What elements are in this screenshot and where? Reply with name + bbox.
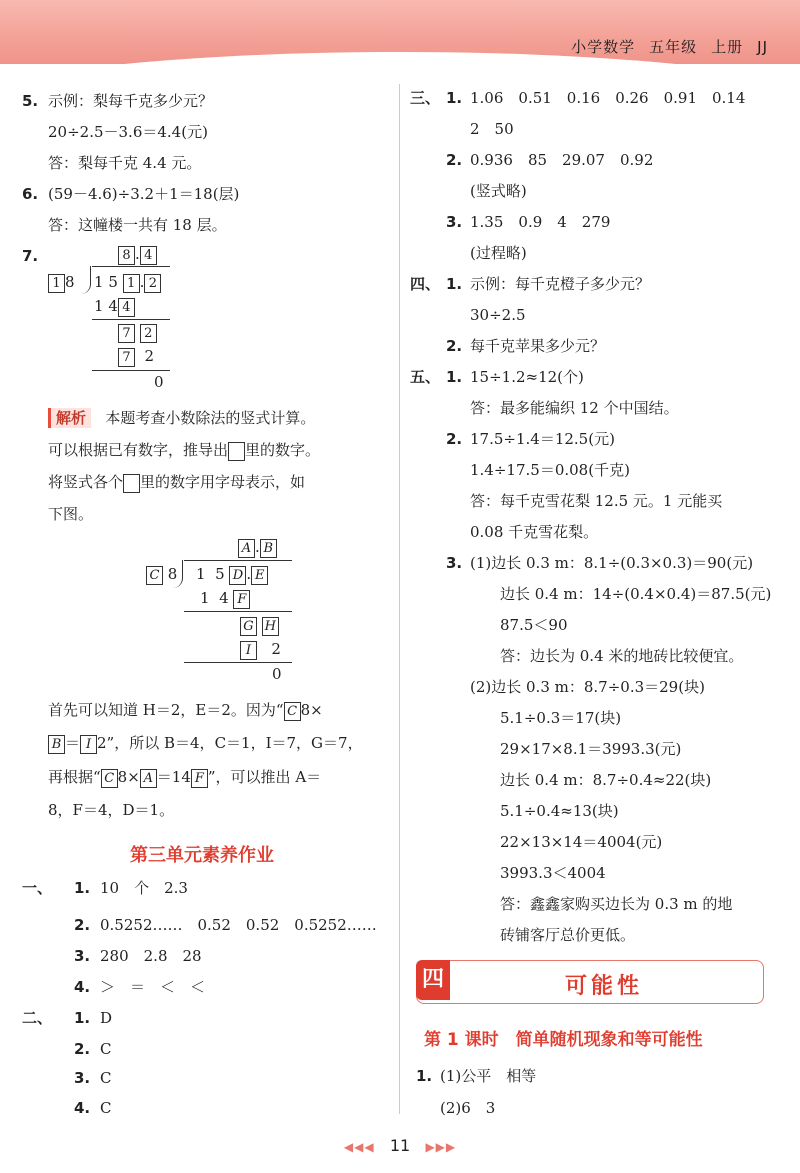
s1-item1-num: 1.: [74, 879, 91, 897]
conclusion-line1: [48, 700, 323, 721]
s1-item3: 280 2.8 28: [100, 947, 202, 965]
conclusion-line3: [48, 767, 321, 788]
s5-a2-num: 2.: [446, 430, 463, 448]
s1-item4-num: 4.: [74, 978, 91, 996]
s4-a1-num: 1.: [446, 275, 463, 293]
conclusion-text: ＝14: [156, 768, 191, 786]
s2-item1: D: [100, 1009, 113, 1027]
analysis-text: 可以根据已有数字，推导出: [48, 441, 229, 459]
s2-item3: C: [100, 1069, 112, 1087]
q5-line2: 20÷2.5－3.6＝4.4(元): [48, 123, 208, 141]
s2-item3-num: 3.: [74, 1069, 91, 1087]
digit-box: 1: [123, 274, 140, 293]
q6-num: 6.: [22, 185, 39, 203]
digit: 2: [271, 640, 281, 658]
empty-box: [123, 474, 140, 493]
digit: 4: [219, 589, 229, 607]
subtraction-line: [184, 662, 292, 663]
s5-a3-line1: (1)边长 0.3 m：8.1÷(0.3×0.3)＝90(元): [470, 554, 754, 572]
diagram-remainder: 0: [272, 665, 282, 683]
digit-box: 2: [144, 274, 161, 293]
column-divider: [399, 84, 400, 1114]
s5-a3-line2: 边长 0.4 m：14÷(0.4×0.4)＝87.5(元): [500, 585, 772, 603]
analysis-line1: [48, 408, 315, 428]
s2-item4: C: [100, 1099, 112, 1117]
diagram-quotient: [238, 537, 277, 558]
s2-item1-num: 1.: [74, 1009, 91, 1027]
s3-label: 三、: [410, 89, 441, 107]
division-bar: [92, 266, 170, 267]
conclusion-text: 8×: [117, 768, 140, 786]
digit: 1: [196, 565, 206, 583]
digit: 5: [215, 565, 225, 583]
digit: 1: [94, 273, 104, 291]
q6-line2: 答：这幢楼一共有 18 层。: [48, 216, 227, 234]
letter-box: B: [48, 735, 65, 754]
s3-a2-line1: 0.936 85 29.07 0.92: [470, 151, 654, 169]
letter-box: B: [260, 539, 277, 558]
digit: 8: [65, 273, 75, 291]
s1-item1: 10 个 2.3: [100, 879, 188, 897]
conclusion-text: ＝: [65, 734, 81, 752]
conclusion-line4: 8，F＝4，D＝1。: [48, 801, 175, 819]
s1-item3-num: 3.: [74, 947, 91, 965]
s3-a3-line2: (过程略): [470, 244, 527, 262]
s4-a1-line2: 30÷2.5: [470, 306, 526, 324]
s2-item4-num: 4.: [74, 1099, 91, 1117]
q5-line1: 示例：梨每千克多少元？: [48, 92, 214, 110]
letter-box: E: [251, 566, 268, 585]
chapter-number: 四: [416, 960, 450, 1000]
s5-a3-line10: 22×13×14＝4004(元): [500, 833, 663, 851]
decimal-point: .: [255, 538, 260, 556]
header-edition: JJ: [757, 38, 768, 56]
s3-a1-line1: 1.06 0.51 0.16 0.26 0.91 0.14: [470, 89, 746, 107]
diagram-dividend: [196, 564, 268, 585]
q5-line3: 答：梨每千克 4.4 元。: [48, 154, 202, 172]
s5-a3-line11: 3993.3＜4004: [500, 864, 606, 882]
digit-box: 7: [118, 324, 135, 343]
digit-box: 4: [118, 298, 135, 317]
letter-box: A: [238, 539, 255, 558]
q7-dividend: [94, 272, 161, 293]
s5-a2-line3: 答：每千克雪花梨 12.5 元。1 元能买: [470, 492, 723, 510]
header-info: [557, 36, 768, 57]
division-bar: [184, 560, 292, 561]
subtraction-line: [92, 319, 170, 320]
s2-item2-num: 2.: [74, 1040, 91, 1058]
page-number: 11: [389, 1136, 411, 1155]
digit-box: 8: [118, 246, 135, 265]
header-volume: 上册: [711, 38, 744, 56]
lesson-title: 第 1 课时 简单随机现象和等可能性: [424, 1030, 703, 1050]
division-bracket: [80, 266, 91, 294]
analysis-line4: 下图。: [48, 505, 94, 523]
s5-a3-line8: 边长 0.4 m：8.7÷0.4≈22(块): [500, 771, 712, 789]
unit3-title: 第三单元素养作业: [130, 845, 274, 866]
letter-box: I: [80, 735, 97, 754]
q7-divisor: [48, 272, 75, 293]
analysis-text: 里的数字。: [245, 441, 321, 459]
analysis-text: 将竖式各个: [48, 473, 124, 491]
s1-item4: ＞ ＝ ＜ ＜: [100, 978, 206, 996]
letter-box: C: [146, 566, 163, 585]
conclusion-text: ”，可以推出 A＝: [207, 768, 322, 786]
analysis-line3: [48, 472, 305, 493]
empty-box: [228, 442, 245, 461]
decimal-point: .: [135, 245, 140, 263]
s5-a3-line5: (2)边长 0.3 m：8.7÷0.3＝29(块): [470, 678, 705, 696]
digit: 8: [167, 565, 178, 583]
division-bracket: [172, 560, 183, 588]
s5-a2-line1: 17.5÷1.4＝12.5(元): [470, 430, 615, 448]
s4-label: 四、: [410, 275, 441, 293]
decimal-point: .: [139, 273, 145, 291]
q7-row1: [94, 296, 135, 317]
lq1-line1: (1)公平 相等: [440, 1067, 537, 1085]
diagram-row1: [200, 588, 250, 609]
header-grade: 五年级: [649, 38, 698, 56]
s3-a3-line1: 1.35 0.9 4 279: [470, 213, 611, 231]
digit: 1: [200, 589, 210, 607]
s2-item2: C: [100, 1040, 112, 1058]
digit-box: 1: [48, 274, 65, 293]
s5-a1-line1: 15÷1.2≈12(个): [470, 368, 584, 386]
letter-box: C: [284, 702, 301, 721]
q7-num: 7.: [22, 247, 39, 265]
digit-box: 7: [118, 348, 135, 367]
s5-a1-line2: 答：最多能编织 12 个中国结。: [470, 399, 679, 417]
letter-box: D: [229, 566, 246, 585]
s5-a3-line13: 砖铺客厅总价更低。: [500, 926, 636, 944]
lq1-num: 1.: [416, 1067, 433, 1085]
q7-row2: [118, 322, 157, 343]
q7-remainder: 0: [154, 373, 164, 391]
conclusion-text: 2”，所以 B＝4，C＝1，I＝7，G＝7，: [97, 734, 363, 752]
subtraction-line: [92, 370, 170, 371]
chapter-title: 可能性: [565, 974, 644, 999]
digit-box: 4: [140, 246, 157, 265]
s4-a2-num: 2.: [446, 337, 463, 355]
s5-a2-line2: 1.4÷17.5＝0.08(千克): [470, 461, 630, 479]
s1-label: 一、: [22, 879, 53, 897]
s1-item2-num: 2.: [74, 916, 91, 934]
digit-box: 2: [140, 324, 157, 343]
conclusion-text: 再根据“: [48, 768, 101, 786]
right-arrows-icon: ▶▶▶: [425, 1140, 457, 1154]
s3-a1-num: 1.: [446, 89, 463, 107]
analysis-text: 里的数字用字母表示，如: [140, 473, 306, 491]
digit: 4: [108, 297, 118, 315]
header-band: [0, 0, 800, 64]
letter-box: A: [140, 769, 157, 788]
page-footer: [0, 1136, 800, 1155]
s5-a3-line9: 5.1÷0.4≈13(块): [500, 802, 619, 820]
s5-a3-line6: 5.1÷0.3＝17(块): [500, 709, 622, 727]
s5-a3-line7: 29×17×8.1＝3993.3(元): [500, 740, 682, 758]
digit: 5: [108, 273, 118, 291]
digit: 1: [94, 297, 104, 315]
s3-a1-line2: 2 50: [470, 120, 514, 138]
s3-a2-line2: (竖式略): [470, 182, 527, 200]
s3-a3-num: 3.: [446, 213, 463, 231]
diagram-row2: [240, 615, 279, 636]
chapter-banner: [416, 960, 764, 1004]
letter-box: F: [191, 769, 208, 788]
digit: 2: [144, 347, 155, 365]
conclusion-text: 8×: [300, 701, 323, 719]
analysis-text: 本题考查小数除法的竖式计算。: [105, 409, 316, 427]
conclusion-text: 首先可以知道 H＝2，E＝2。因为“: [48, 701, 284, 719]
subtraction-line: [184, 611, 292, 612]
letter-box: I: [240, 641, 257, 660]
s5-a1-num: 1.: [446, 368, 463, 386]
letter-box: G: [240, 617, 257, 636]
s3-a2-num: 2.: [446, 151, 463, 169]
s5-a3-line12: 答：鑫鑫家购买边长为 0.3 m 的地: [500, 895, 733, 913]
s1-item2: 0.5252…… 0.52 0.52 0.5252……: [100, 916, 377, 934]
q7-row3: [118, 346, 154, 367]
q7-quotient: [118, 244, 157, 265]
letter-box: C: [101, 769, 118, 788]
left-arrows-icon: ◀◀◀: [343, 1140, 375, 1154]
q6-line1: (59－4.6)÷3.2＋1＝18(层): [48, 185, 240, 203]
s5-a3-num: 3.: [446, 554, 463, 572]
lq1-line2: (2)6 3: [440, 1099, 496, 1117]
s5-a3-line3: 87.5＜90: [500, 616, 568, 634]
s5-a2-line4: 0.08 千克雪花梨。: [470, 523, 599, 541]
header-subject: 小学数学: [571, 38, 636, 56]
letter-box: H: [262, 617, 279, 636]
q5-num: 5.: [22, 92, 39, 110]
letter-box: F: [233, 590, 250, 609]
s4-a2-line1: 每千克苹果多少元？: [470, 337, 606, 355]
s2-label: 二、: [22, 1009, 53, 1027]
s5-a3-line4: 答：边长为 0.4 米的地砖比较便宜。: [500, 647, 744, 665]
s4-a1-line1: 示例：每千克橙子多少元？: [470, 275, 651, 293]
decimal-point: .: [246, 565, 252, 583]
analysis-tag: 解析: [48, 408, 91, 428]
conclusion-line2: [48, 733, 363, 754]
s5-label: 五、: [410, 368, 441, 386]
analysis-line2: [48, 440, 320, 461]
diagram-row3: [240, 639, 281, 660]
